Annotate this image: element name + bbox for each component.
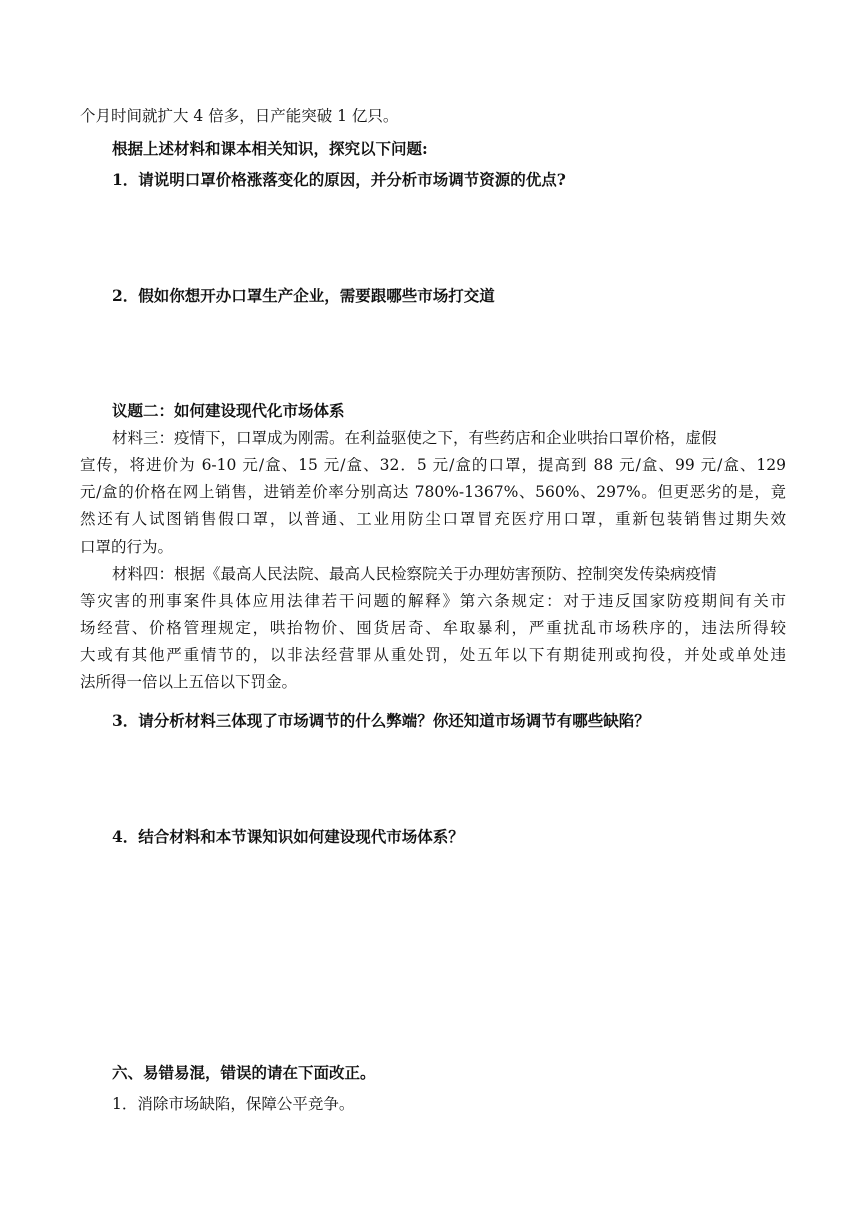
question-2: 2．假如你想开办口罩生产企业，需要跟哪些市场打交道 bbox=[112, 286, 495, 305]
material-3-line: 元/盒的价格在网上销售，进销差价率分别高达 780%-1367%、560%、297%。但更恶劣的是，竟 bbox=[80, 483, 786, 501]
section-6-item-1: 1．消除市场缺陷，保障公平竞争。 bbox=[112, 1095, 355, 1113]
material-4-line: 材料四：根据《最高人民法院、最高人民检察院关于办理妨害预防、控制突发传染病疫情 bbox=[112, 565, 717, 583]
question-1: 1．请说明口罩价格涨落变化的原因，并分析市场调节资源的优点? bbox=[112, 170, 566, 189]
material-3-line: 口罩的行为。 bbox=[80, 538, 174, 556]
question-4: 4．结合材料和本节课知识如何建设现代市场体系？ bbox=[112, 827, 464, 846]
material-3-line: 宣传，将进价为 6-10 元/盒、15 元/盒、32．5 元/盒的口罩，提高到 88 元/盒、99 元/盒、129 bbox=[80, 456, 786, 474]
question-3: 3．请分析材料三体现了市场调节的什么弊端？你还知道市场调节有哪些缺陷？ bbox=[112, 711, 650, 730]
material-3-line: 然还有人试图销售假口罩，以普通、工业用防尘口罩冒充医疗用口罩，重新包装销售过期失效 bbox=[80, 510, 786, 528]
material-4-line: 法所得一倍以上五倍以下罚金。 bbox=[80, 673, 298, 691]
intro-prompt: 根据上述材料和课本相关知识，探究以下问题: bbox=[112, 139, 428, 158]
topic-2-heading: 议题二：如何建设现代化市场体系 bbox=[112, 401, 345, 420]
material-4-line: 等灾害的刑事案件具体应用法律若干问题的解释》第六条规定：对于违反国家防疫期间有关市 bbox=[80, 592, 786, 610]
material-4-line: 大或有其他严重情节的，以非法经营罪从重处罚，处五年以下有期徒刑或拘役，并处或单处违 bbox=[80, 646, 786, 664]
section-6-heading: 六、易错易混，错误的请在下面改正。 bbox=[112, 1063, 376, 1082]
material-3-line: 材料三：疫情下，口罩成为刚需。在利益驱使之下，有些药店和企业哄抬口罩价格，虚假 bbox=[112, 429, 717, 447]
material-4-line: 场经营、价格管理规定，哄抬物价、囤货居奇、牟取暴利，严重扰乱市场秩序的，违法所得较 bbox=[80, 619, 786, 637]
paragraph-continuation: 个月时间就扩大 4 倍多，日产能突破 1 亿只。 bbox=[80, 107, 399, 125]
